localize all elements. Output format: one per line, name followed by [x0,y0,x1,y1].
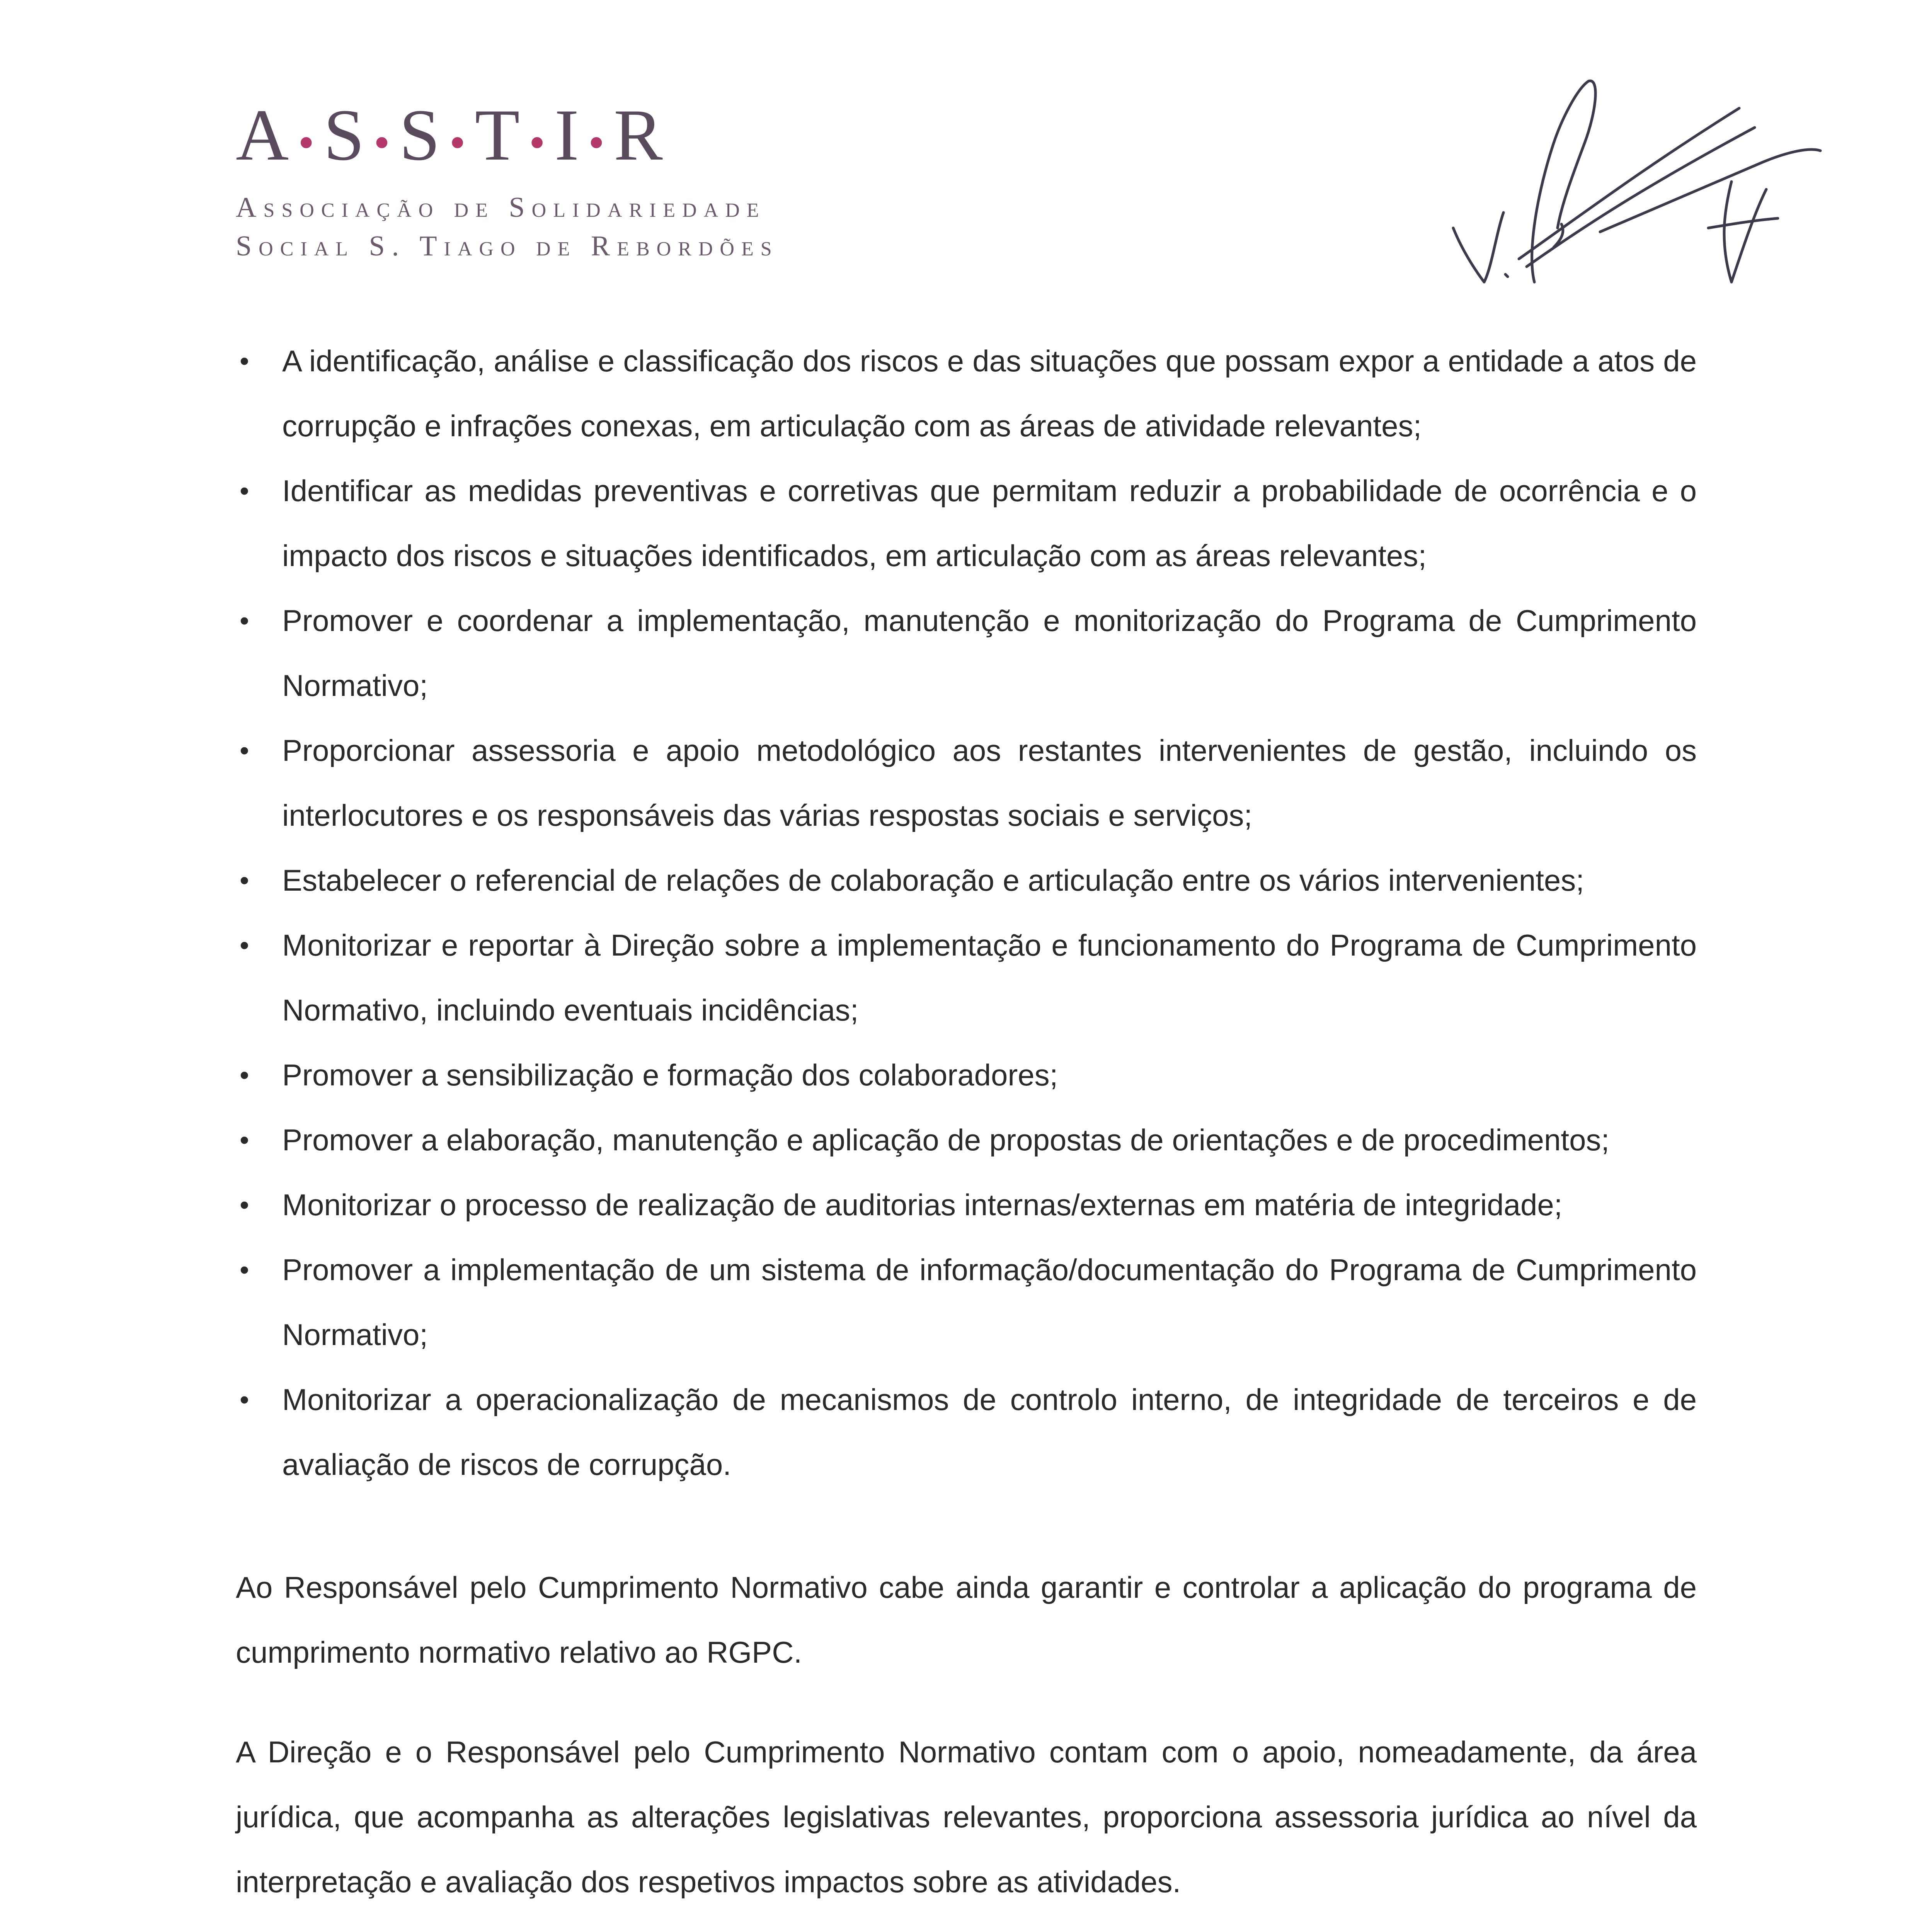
list-item-text: Promover a elaboração, manutenção e aplicação de propostas de orientações e de procedimentos; [282,1123,1610,1157]
list-item-text: Monitorizar o processo de realização de auditorias internas/externas em matéria de integridade; [282,1188,1563,1222]
logo-letter: A [236,95,291,176]
list-item [236,848,1697,913]
bullet-icon: • [240,865,249,895]
logo-letter: R [613,95,665,176]
list-item [236,1107,1697,1172]
list-item [236,1237,1697,1367]
logo-dot: • [373,117,392,168]
bullet-icon: • [240,1190,249,1220]
list-item [236,1043,1697,1107]
list-item-text: Estabelecer o referencial de relações de colaboração e articulação entre os vários intervenientes; [282,863,1584,897]
logo-letter: T [475,95,522,176]
handwritten-signature [1438,66,1824,317]
list-item-text: Promover a sensibilização e formação dos colaboradores; [282,1058,1058,1092]
body-paragraph: Ao Responsável pelo Cumprimento Normativo cabe ainda garantir e controlar a aplicação do programa de cumprimento normativo relativo ao RGPC. [236,1570,1697,1669]
list-item-text: Promover e coordenar a implementação, manutenção e monitorização do Programa de Cumprimento Normativo; [282,604,1697,702]
list-item-text: Identificar as medidas preventivas e corretivas que permitam reduzir a probabilidade de ocorrência e o impacto dos riscos e situações identificados, em articulação com as áreas relevantes; [282,474,1697,573]
logo-dot: • [529,117,548,168]
list-item-text: Monitorizar e reportar à Direção sobre a implementação e funcionamento do Programa de Cumprimento Normativo, incluindo eventuais incidências; [282,928,1697,1027]
logo-subtitle-line2: Social S. Tiago de Rebordões [236,230,779,262]
logo-subtitle-line1: Associação de Solidariedade [236,192,766,224]
logo-dot: • [588,117,607,168]
logo-letter: S [399,95,443,176]
list-item [236,458,1697,588]
list-item [236,328,1697,458]
responsibilities-list [236,328,1697,1497]
list-item [236,718,1697,848]
bullet-icon: • [240,346,249,376]
list-item [236,1172,1697,1237]
logo-letter: S [323,95,367,176]
bullet-icon: • [240,930,249,960]
bullet-icon: • [240,1384,249,1415]
logo-letters [236,97,854,181]
bullet-icon: • [240,1060,249,1090]
list-item-text: Monitorizar a operacionalização de mecanismos de controlo interno, de integridade de terceiros e de avaliação de riscos de corrupção. [282,1383,1697,1481]
bullet-icon: • [240,735,249,765]
list-item [236,588,1697,718]
bullet-icon: • [240,1255,249,1285]
list-item [236,1367,1697,1497]
logo-dot: • [298,117,317,168]
body-paragraph: A Direção e o Responsável pelo Cumprimento Normativo contam com o apoio, nomeadamente, da área jurídica, que acompanha as alterações legislativas relevantes, proporciona assessoria jurídica ao nível da interpretação e avaliação dos respetivos impactos sobre as atividades. [236,1735,1697,1899]
bullet-icon: • [240,1125,249,1155]
list-item-text: Proporcionar assessoria e apoio metodológico aos restantes intervenientes de gestão, incluindo os interlocutores e os responsáveis das várias respostas sociais e serviços; [282,733,1697,832]
logo-dot: • [449,117,468,168]
bullet-icon: • [240,476,249,506]
bullet-icon: • [240,605,249,636]
list-item [236,913,1697,1043]
document-body [236,328,1697,1932]
list-item-text: Promover a implementação de um sistema de informação/documentação do Programa de Cumprimento Normativo; [282,1253,1697,1352]
list-item-text: A identificação, análise e classificação dos riscos e das situações que possam expor a entidade a atos de corrupção e infrações conexas, em articulação com as áreas de atividade relevantes; [282,344,1697,443]
logo-letter: I [554,95,581,176]
organization-logo [236,97,854,265]
